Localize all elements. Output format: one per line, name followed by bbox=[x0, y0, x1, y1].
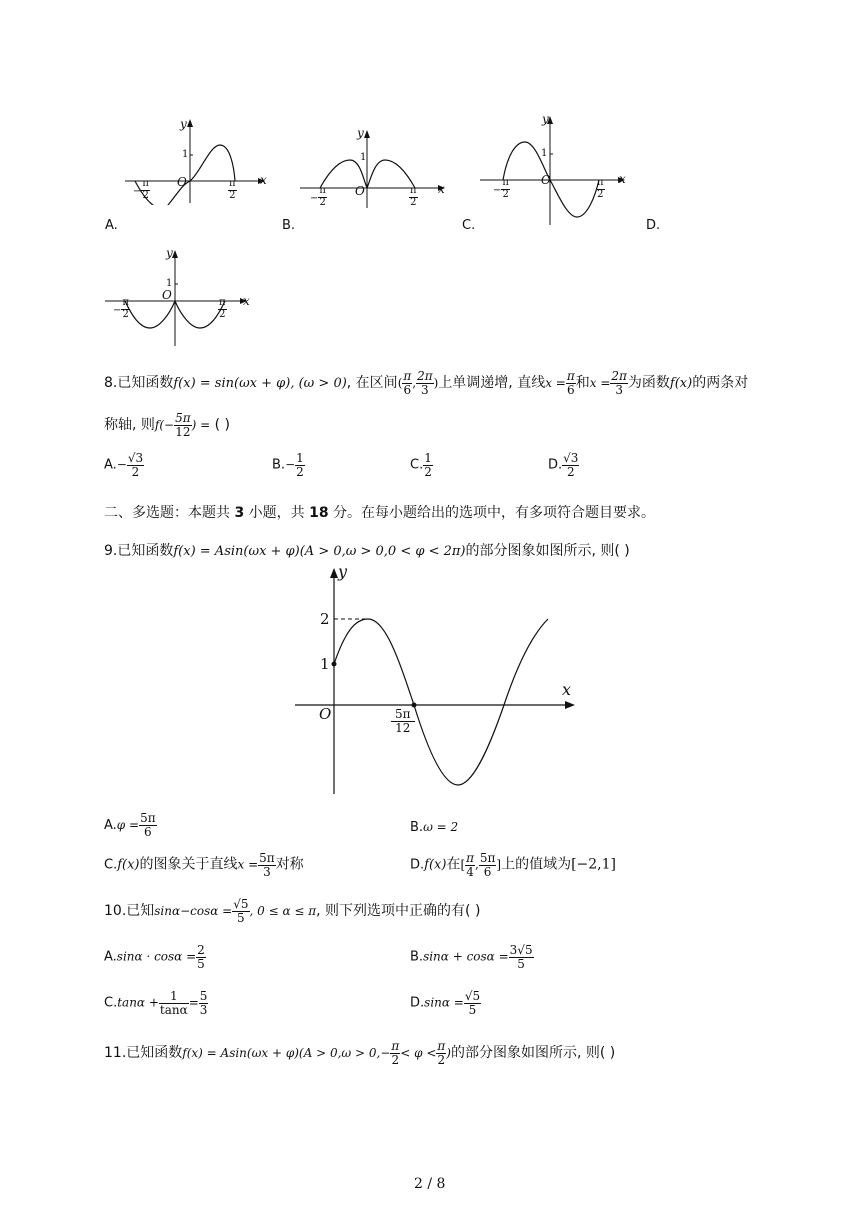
q7a-pi-half: $\frac{\pi}{2}$ bbox=[229, 178, 236, 201]
q9-tick-1: 1 bbox=[320, 655, 330, 673]
q9-option-a[interactable]: A.φ = $\frac{5\pi}{6}$ bbox=[104, 811, 156, 839]
q10-option-a[interactable]: A.sinα · cosα = $\frac{2}{5}$ bbox=[104, 943, 205, 971]
q10-option-b[interactable]: B.sinα + cosα = $\frac{3√5}{5}$ bbox=[410, 943, 533, 971]
q9-option-c[interactable]: C.f(x)的图象关于直线x = $\frac{5\pi}{3}$ 对称 bbox=[104, 851, 304, 879]
q7-graph-d bbox=[100, 248, 260, 348]
q9-stem: 9.已知函数f(x) = Asin(ωx + φ)(A > 0,ω > 0,0 < φ < 2π)的部分图象如图所示, 则( ) bbox=[104, 543, 630, 559]
q8-stem-line2: 称轴, 则f(− $\frac{5\pi}{12}$ ) = ( ) bbox=[104, 411, 231, 439]
q7b-pi-half: $\frac{\pi}{2}$ bbox=[410, 185, 417, 208]
q7b-y-label: y bbox=[357, 126, 364, 140]
page-number: 2 / 8 bbox=[414, 1176, 446, 1192]
q7c-x-label: x bbox=[619, 172, 626, 186]
q7b-one: 1 bbox=[360, 152, 367, 163]
q9-option-d[interactable]: D.f(x)在[ $\frac{\pi}{4}$ , $\frac{5\pi}{6}$ ]上的值域为[−2,1] bbox=[410, 851, 616, 879]
q7a-y-label: y bbox=[180, 117, 187, 131]
q8-option-d[interactable]: D. $\frac{√3}{2}$ bbox=[548, 451, 579, 479]
q8-option-c[interactable]: C. $\frac{1}{2}$ bbox=[410, 451, 432, 479]
q7a-one: 1 bbox=[182, 149, 189, 160]
q7-option-d[interactable]: D. bbox=[646, 218, 661, 233]
q7d-y-label: y bbox=[166, 246, 173, 260]
q9-option-b[interactable]: B.ω = 2 bbox=[410, 820, 459, 835]
q9-graph bbox=[290, 562, 580, 802]
q7-option-b[interactable]: B. bbox=[282, 218, 296, 233]
q9-root-label: $\frac{5\pi}{12}$ bbox=[391, 708, 415, 734]
q7a-x-label: x bbox=[260, 173, 267, 187]
q7-option-a[interactable]: A. bbox=[105, 218, 118, 233]
q7a-neg-pi-half: − $\frac{\pi}{2}$ bbox=[133, 178, 149, 201]
q7c-neg-pi-half: − $\frac{\pi}{2}$ bbox=[493, 177, 509, 200]
q7c-y-label: y bbox=[542, 112, 549, 126]
q7a-origin: O bbox=[177, 175, 187, 189]
q9-origin: O bbox=[319, 705, 332, 723]
q7-graph-c-svg bbox=[475, 112, 630, 227]
q7d-origin: O bbox=[162, 288, 172, 302]
q9-tick-2: 2 bbox=[320, 610, 330, 628]
q9-x-label: x bbox=[562, 680, 572, 699]
q7-option-c[interactable]: C. bbox=[462, 218, 476, 233]
q10-stem: 10.已知sinα−cosα = $\frac{√5}{5}$ , 0 ≤ α ≤ π, 则下列选项中正确的有( ) bbox=[104, 897, 481, 925]
q9-y-label: y bbox=[338, 562, 348, 581]
q7b-neg-pi-half: − $\frac{\pi}{2}$ bbox=[310, 185, 326, 208]
q7d-one: 1 bbox=[166, 278, 173, 289]
q7c-origin: O bbox=[541, 173, 551, 187]
q7b-origin: O bbox=[355, 184, 365, 198]
q8-option-a[interactable]: A.− $\frac{√3}{2}$ bbox=[104, 451, 144, 479]
q8-option-b[interactable]: B.− $\frac{1}{2}$ bbox=[272, 451, 304, 479]
q10-option-c[interactable]: C.tanα + $\frac{1}{\tan\alpha}$ = $\frac{5}{3}$ bbox=[104, 989, 208, 1017]
q9-graph-svg bbox=[290, 562, 580, 802]
q7d-neg-pi-half: − $\frac{\pi}{2}$ bbox=[113, 297, 129, 320]
q7c-one: 1 bbox=[541, 148, 548, 159]
q11-stem: 11.已知函数f(x) = Asin(ωx + φ)(A > 0,ω > 0,− $\frac{\pi}{2}$ < φ < $\frac{\pi}{2}$ )的部分图象如图所示, 则( ) bbox=[104, 1039, 616, 1067]
q7d-pi-half: $\frac{\pi}{2}$ bbox=[219, 297, 226, 320]
q10-option-d[interactable]: D.sinα = $\frac{√5}{5}$ bbox=[410, 989, 481, 1017]
q8-stem-line1: 8.已知函数f(x) = sin(ωx + φ), (ω > 0), 在区间( $\frac{\pi}{6}$ , $\frac{2\pi}{3}$ )上单调递增, 直线x = $\frac{\pi}{6}$ 和x = $\frac{2\pi}{3}$ 为函数f(x)的两条对 bbox=[104, 369, 749, 397]
section-2-heading: 二、多选题：本题共 3 小题，共 18 分。在每小题给出的选项中，有多项符合题目要求。 bbox=[104, 505, 656, 521]
q7b-x-label: x bbox=[438, 182, 445, 196]
q8-f-expr: f(x) = sin(ωx + φ) bbox=[173, 376, 291, 392]
q7-graph-a bbox=[120, 115, 270, 205]
q7d-x-label: x bbox=[243, 294, 250, 308]
q7-graph-c bbox=[475, 112, 630, 227]
q7-graph-b bbox=[295, 126, 450, 210]
q7c-pi-half: $\frac{\pi}{2}$ bbox=[597, 177, 604, 200]
